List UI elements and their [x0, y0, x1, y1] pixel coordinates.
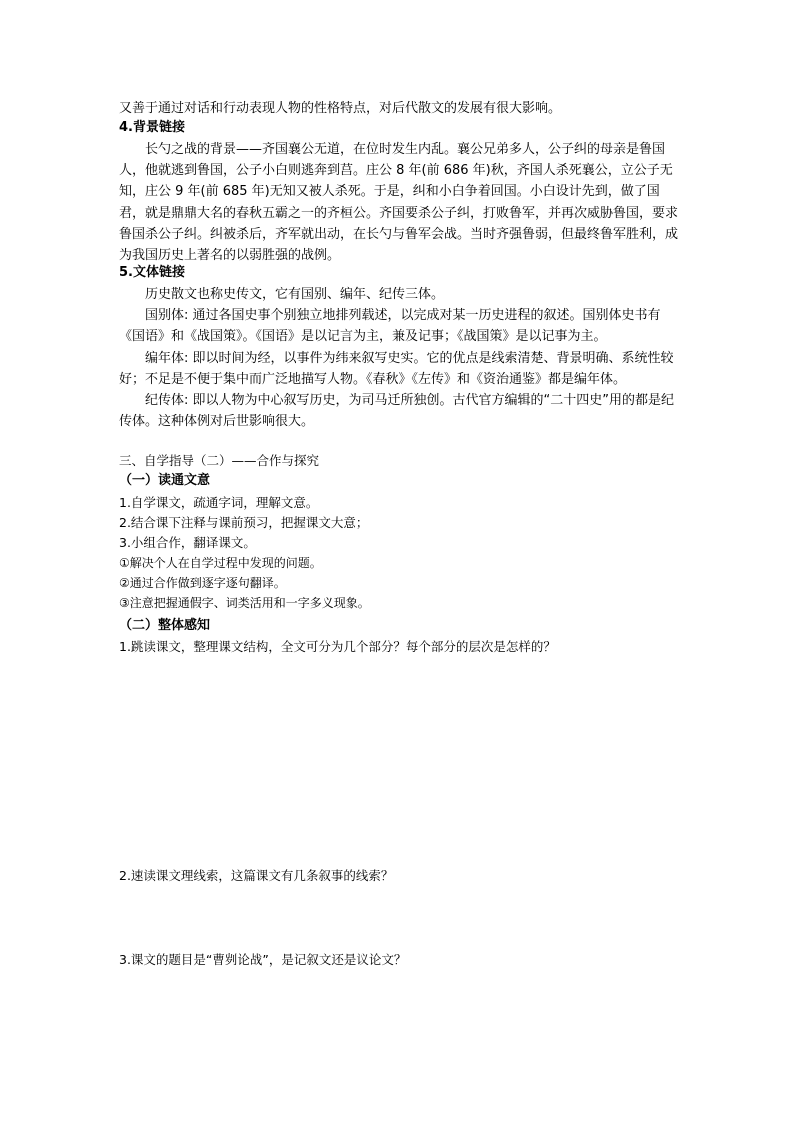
style-paragraph-2: 国别体: 通过各国史事个别独立地排列载述，以完成对某一历史进程的叙述。国别体史书有《国语》和《战国策》。《国语》是以记言为主，兼及记事；《战国策》是以记事为主。	[119, 308, 661, 345]
part2-q3-block	[119, 950, 679, 970]
style-paragraph-1: 历史散文也称史传文，它有国别、编年、纪传三体。	[145, 287, 445, 302]
intro-tail-text: 又善于通过对话和行动表现人物的性格特点，对后代散文的发展有很大影响。	[119, 101, 562, 116]
part2-q2-block	[119, 866, 679, 886]
part1-heading: （一）读通文意	[119, 473, 211, 488]
part2-question-2: 2.速读课文理线索，这篇课文有几条叙事的线索？	[119, 868, 394, 883]
background-section	[119, 119, 679, 266]
part1-sub-3: ③注意把握通假字、词类活用和一字多义现象。	[119, 596, 370, 610]
part1-item-2: 2.结合课下注释与课前预习，把握课文大意；	[119, 515, 369, 530]
background-paragraph: 长勺之战的背景——齐国襄公无道，在位时发生内乱。襄公兄弟多人，公子纠的母亲是鲁国人，他就逃到鲁国，公子小白则逃奔到莒。庄公 8 年(前 686 年)秋，齐国人杀死襄公，立公子无知，庄公 9 年(前 685 年)无知又被人杀死。于是，纠和小白争着回国。小白设计先到，做了国君，就是鼎鼎大名的春秋五霸之一的齐桓公。齐国要杀公子纠，打败鲁军，并再次威胁鲁国，要求鲁国杀公子纠。纠被杀后，齐军就出动，在长勺与鲁军会战。当时齐强鲁弱，但最终鲁军胜利，成为我国历史上著名的以弱胜强的战例。	[119, 142, 679, 264]
section3	[119, 451, 679, 471]
part1-item-3: 3.小组合作，翻译课文。	[119, 535, 256, 550]
part2	[119, 617, 679, 657]
part1-sub-1: ①解决个人在自学过程中发现的问题。	[119, 556, 322, 570]
part1-item-1: 1.自学课文，疏通字词，理解文意。	[119, 495, 319, 510]
part1-sub-2: ②通过合作做到逐字逐句翻译。	[119, 576, 286, 590]
part2-question-1: 1.跳读课文，整理课文结构，全文可分为几个部分？每个部分的层次是怎样的？	[119, 639, 556, 654]
part1-items	[119, 493, 679, 553]
style-paragraph-4: 纪传体: 即以人物为中心叙写历史，为司马迁所独创。古代官方编辑的“二十四史”用的都是纪传体。这种体例对后世影响很大。	[119, 393, 674, 430]
part1	[119, 472, 679, 613]
part2-question-3: 3.课文的题目是“曹刿论战”，是记叙文还是议论文？	[119, 952, 407, 967]
style-heading: 5.文体链接	[119, 265, 185, 280]
section3-title: 三、自学指导（二）——合作与探究	[119, 453, 320, 468]
style-section	[119, 264, 679, 432]
intro-section	[119, 98, 679, 119]
part1-subitems	[119, 553, 679, 613]
style-paragraph-3: 编年体: 即以时间为经，以事件为纬来叙写史实。它的优点是线索清楚、背景明确、系统性较好；不足是不便于集中而广泛地描写人物。《春秋》《左传》和《资治通鉴》都是编年体。	[119, 350, 674, 387]
background-heading: 4.背景链接	[119, 120, 185, 135]
part2-heading: （二）整体感知	[119, 618, 211, 633]
